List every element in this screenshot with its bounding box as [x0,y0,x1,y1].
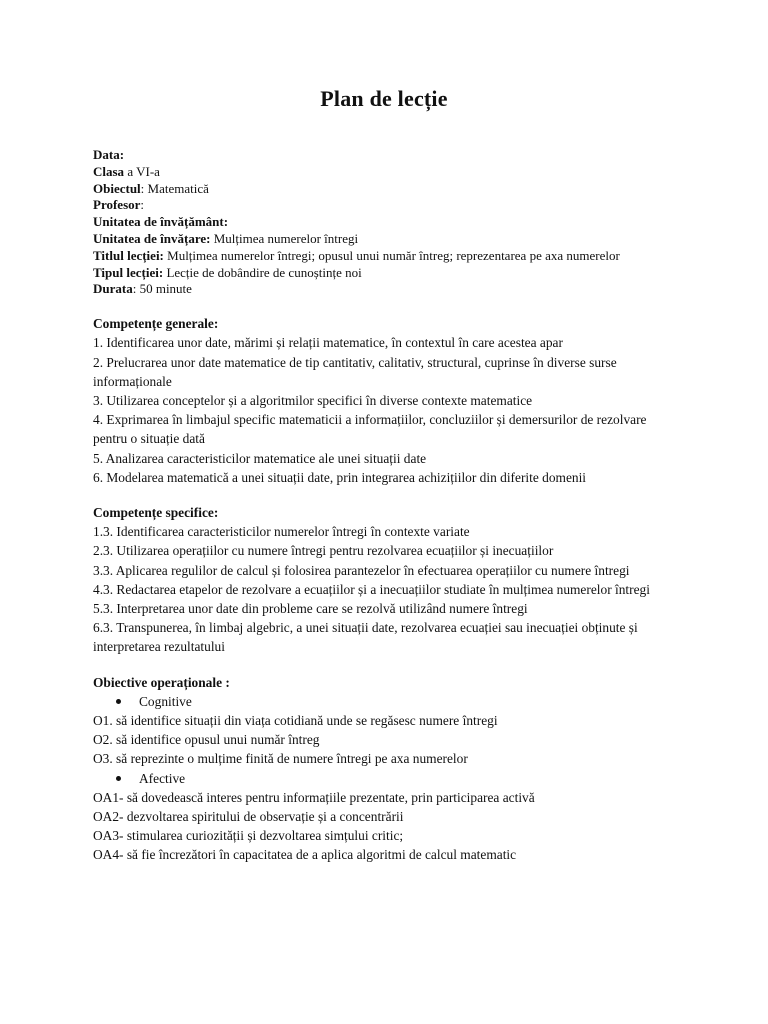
meta-row-teacher: Profesor: [93,197,145,213]
meta-row-learning-unit: Unitatea de învățare: Mulțimea numerelor întregi [93,230,359,246]
list-item: 6.3. Transpunerea, în limbaj algebric, a unei situații date, rezolvarea ecuației sau inecuației obținute și interpretarea rezultatului [93,620,638,655]
meta-row-lesson-title: Titlul lecției: Mulțimea numerelor întregi; opusul unui număr întreg; reprezentarea pe axa numerelor [93,247,620,263]
list-item: 2.3. Utilizarea operațiilor cu numere întregi pentru rezolvarea ecuațiilor și inecuațiilor [93,543,554,559]
list-item: O1. să identifice situații din viața cotidiană unde se regăsesc numere întregi [93,713,498,729]
meta-row-duration: Durata: 50 minute [93,281,192,297]
list-item: 5. Analizarea caracteristicilor matematice ale unei situații date [93,450,427,466]
list-item: OA4- să fie încrezători în capacitatea de a aplica algoritmi de calcul matematic [93,847,517,863]
bullet-affective: Afective [93,769,683,788]
document-body [93,147,683,865]
bullet-cognitive: Cognitive [93,692,683,711]
meta-row-school: Unitatea de învățământ: [93,214,229,230]
list-item: 1. Identificarea unor date, mărimi și relații matematice, în contextul în care acestea apar [93,335,563,351]
page-title: Plan de lecție [320,86,448,111]
list-item: 3. Utilizarea conceptelor și a algoritmilor specifici în diverse contexte matematice [93,392,533,408]
list-item: O3. să reprezinte o mulțime finită de numere întregi pe axa numerelor [93,751,468,767]
list-item: OA3- stimularea curiozității și dezvoltarea simțului critic; [93,828,404,844]
section-heading: Competențe generale: [93,316,219,332]
meta-row-lesson-type: Tipul lecției: Lecție de dobândire de cunoștințe noi [93,264,362,280]
list-item: 6. Modelarea matematică a unei situații date, prin integrarea achizițiilor din diferite domenii [93,469,587,485]
list-item: 1.3. Identificarea caracteristicilor numerelor întregi în contexte variate [93,524,470,540]
section-heading: Competențe specifice: [93,505,219,520]
general-competences-section [93,314,683,487]
list-item: O2. să identifice opusul unui număr întreg [93,732,320,748]
meta-row-date: Data: [93,147,125,162]
list-item: OA1- să dovedească interes pentru informațiile prezentate, prin participarea activă [93,789,535,805]
list-item: 2. Prelucrarea unor date matematice de tip cantitativ, calitativ, structural, cuprinse în diverse surse informaționale [93,354,617,389]
operational-objectives-section [93,673,683,865]
meta-row-class: Clasa a VI-a [93,163,160,179]
list-item: 4.3. Redactarea etapelor de rezolvare a ecuațiilor și a inecuațiilor studiate în mulțimea numerelor întregi [93,581,650,597]
meta-row-subject: Obiectul: Matematică [93,180,209,196]
list-item: 3.3. Aplicarea regulilor de calcul și folosirea parantezelor în efectuarea operațiilor cu numere întregi [93,562,630,578]
list-item: 4. Exprimarea în limbajul specific matematicii a informațiilor, concluziilor și demersurilor de rezolvare pentru o situație dată [93,412,647,447]
lesson-meta [93,147,683,298]
list-item: OA2- dezvoltarea spiritului de observație și a concentrării [93,809,404,825]
list-item: 5.3. Interpretarea unor date din probleme care se rezolvă utilizând numere întregi [93,601,528,617]
specific-competences-section [93,503,683,657]
section-heading: Obiective operaționale : [93,674,230,690]
